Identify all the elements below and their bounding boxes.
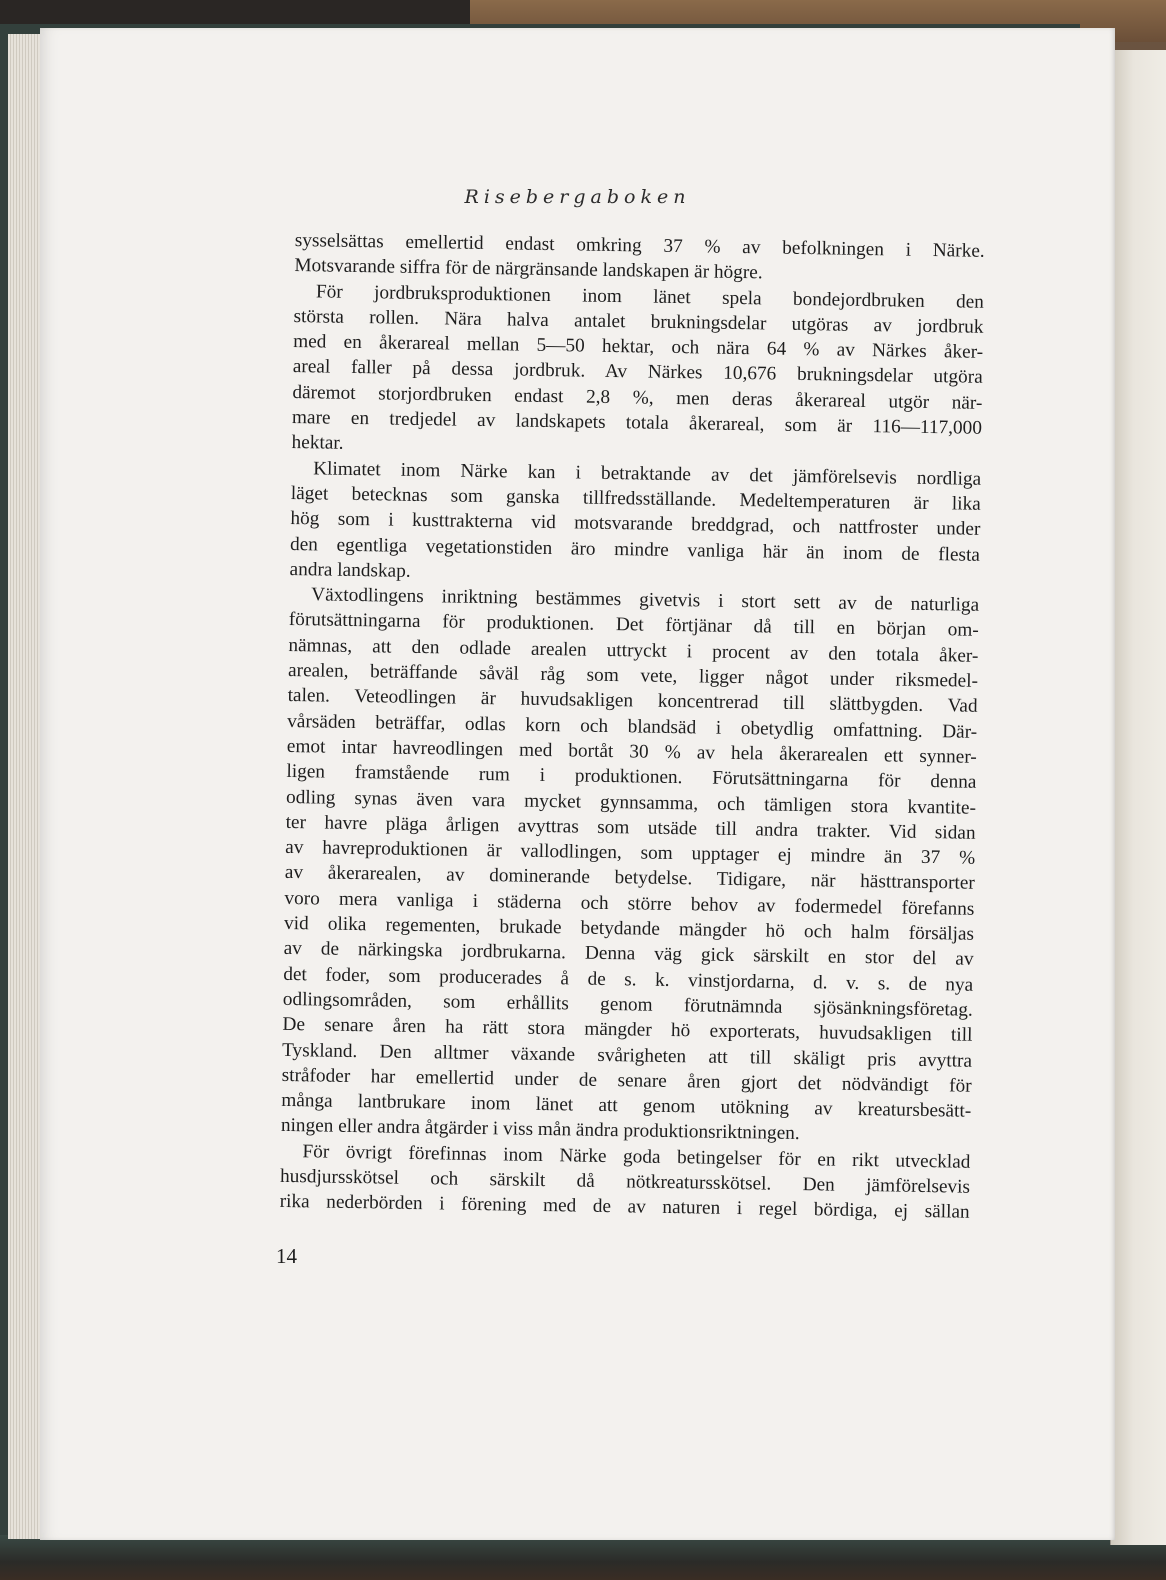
text-line: För jordbruksproduktionen inom länet spela bondejordbruken den: [315, 280, 985, 313]
page-number: 14: [276, 1244, 297, 1268]
text-line: voro mera vanliga i städerna och större behov av fodermedel förefanns: [284, 887, 975, 920]
text-line: odling synas även vara mycket gynnsamma, och tämligen stora kvantite-: [285, 786, 977, 819]
text-line: areal faller på dessa jordbruk. Av Närkes 10,676 brukningsdelar utgöra: [292, 356, 983, 389]
cloth-binding-bottom: [0, 1535, 1166, 1580]
text-line: Växtodlingens inriktning bestämmes givetvis i stort sett av de naturliga: [311, 584, 980, 616]
text-line: vid olika regementen, brukade betydande mängder hö och halm försäljas: [283, 912, 975, 945]
text-line: arealen, beträffande såväl råg som vete, ligger något under riksmedel-: [287, 659, 979, 692]
text-line: däremot storjordbruken endast 2,8 %, men deras åkerareal utgör när-: [292, 381, 983, 414]
text-line: Klimatet inom Närke kan i betraktande av det jämförelsevis nordliga: [313, 457, 982, 490]
text-line: hektar.: [291, 432, 344, 455]
text-line: det foder, som producerades å de s. k. vinstjordarna, d. v. s. de nya: [283, 963, 974, 996]
text-line: odlingsområden, som erhållits genom förutnämnda sjösänkningsföretag.: [282, 988, 973, 1021]
running-head: Risebergaboken: [464, 186, 691, 208]
text-line: sysselsättas emellertid endast omkring 37 % av befolkningen i Närke.: [294, 229, 985, 262]
text-line: Tyskland. Den alltmer växande svårigheten att till skäligt pris avyttra: [281, 1039, 973, 1072]
text-line: största rollen. Nära halva antalet brukningsdelar utgöras av jordbruk: [293, 305, 984, 338]
text-line: läget betecknas som ganska tillfredsställande. Medeltemperaturen är lika: [290, 482, 981, 515]
text-line: rika nederbörden i förening med de av naturen i regel bördiga, ej sällan: [279, 1191, 970, 1223]
body-text: [280, 228, 985, 1225]
facing-page-edge: [1110, 50, 1166, 1545]
text-line: vårsäden beträffar, odlas korn och blandsäd i obetydlig omfattning. Där-: [287, 710, 978, 743]
text-line: av de närkingska jordbrukarna. Denna väg gick särskilt en stor del av: [283, 938, 974, 971]
text-line: De senare åren ha rätt stora mängder hö exporterats, huvudsakligen till: [282, 1014, 973, 1046]
text-line: stråfoder har emellertid under de senare åren gjort det nödvändigt för: [281, 1064, 972, 1097]
book-page: [40, 28, 1115, 1540]
text-line: För övrigt förefinnas inom Närke goda betingelser för en rikt utvecklad: [302, 1140, 971, 1173]
text-line: ningen eller andra åtgärder i viss mån ändra produktionsriktningen.: [280, 1115, 800, 1145]
text-line: nämnas, att den odlade arealen uttryckt i procent av den totala åker-: [288, 634, 979, 667]
text-line: andra landskap.: [289, 558, 411, 582]
text-line: ter havre pläga årligen avyttras som utsäde till andra trakter. Vid sidan: [285, 811, 976, 844]
text-line: mare en tredjedel av landskapets totala åkerareal, som är 116—117,000: [291, 407, 983, 439]
text-line: av havreproduktionen är vallodlingen, som upptager ej mindre än 37 %: [285, 837, 976, 869]
text-line: emot intar havreodlingen med bortåt 30 % av hela åkerarealen ett synner-: [286, 735, 977, 768]
text-line: talen. Veteodlingen är huvudsakligen koncentrerad till slättbygden. Vad: [287, 685, 978, 718]
text-line: husdjursskötsel och särskilt då nötkreatursskötsel. Den jämförelsevis: [279, 1165, 971, 1198]
text-line: Motsvarande siffra för de närgränsande landskapen är högre.: [294, 255, 763, 284]
text-line: ligen framstående rum i produktionen. Förutsättningarna för denna: [286, 761, 977, 794]
text-line: den egentliga vegetationstiden äro mindre vanliga här än inom de flesta: [289, 533, 981, 566]
text-line: förutsättningarna för produktionen. Det förtjänar då till en början om-: [288, 609, 979, 642]
text-line: många lantbrukare inom länet att genom utökning av kreatursbesätt-: [281, 1089, 972, 1122]
text-line: av åkerarealen, av dominerande betydelse. Tidigare, när hästtransporter: [284, 862, 975, 895]
text-line: hög som i kusttrakterna vid motsvarande breddgrad, och nattfroster under: [290, 508, 981, 541]
text-line: med en åkerareal mellan 5—50 hektar, och nära 64 % av Närkes åker-: [293, 331, 984, 364]
